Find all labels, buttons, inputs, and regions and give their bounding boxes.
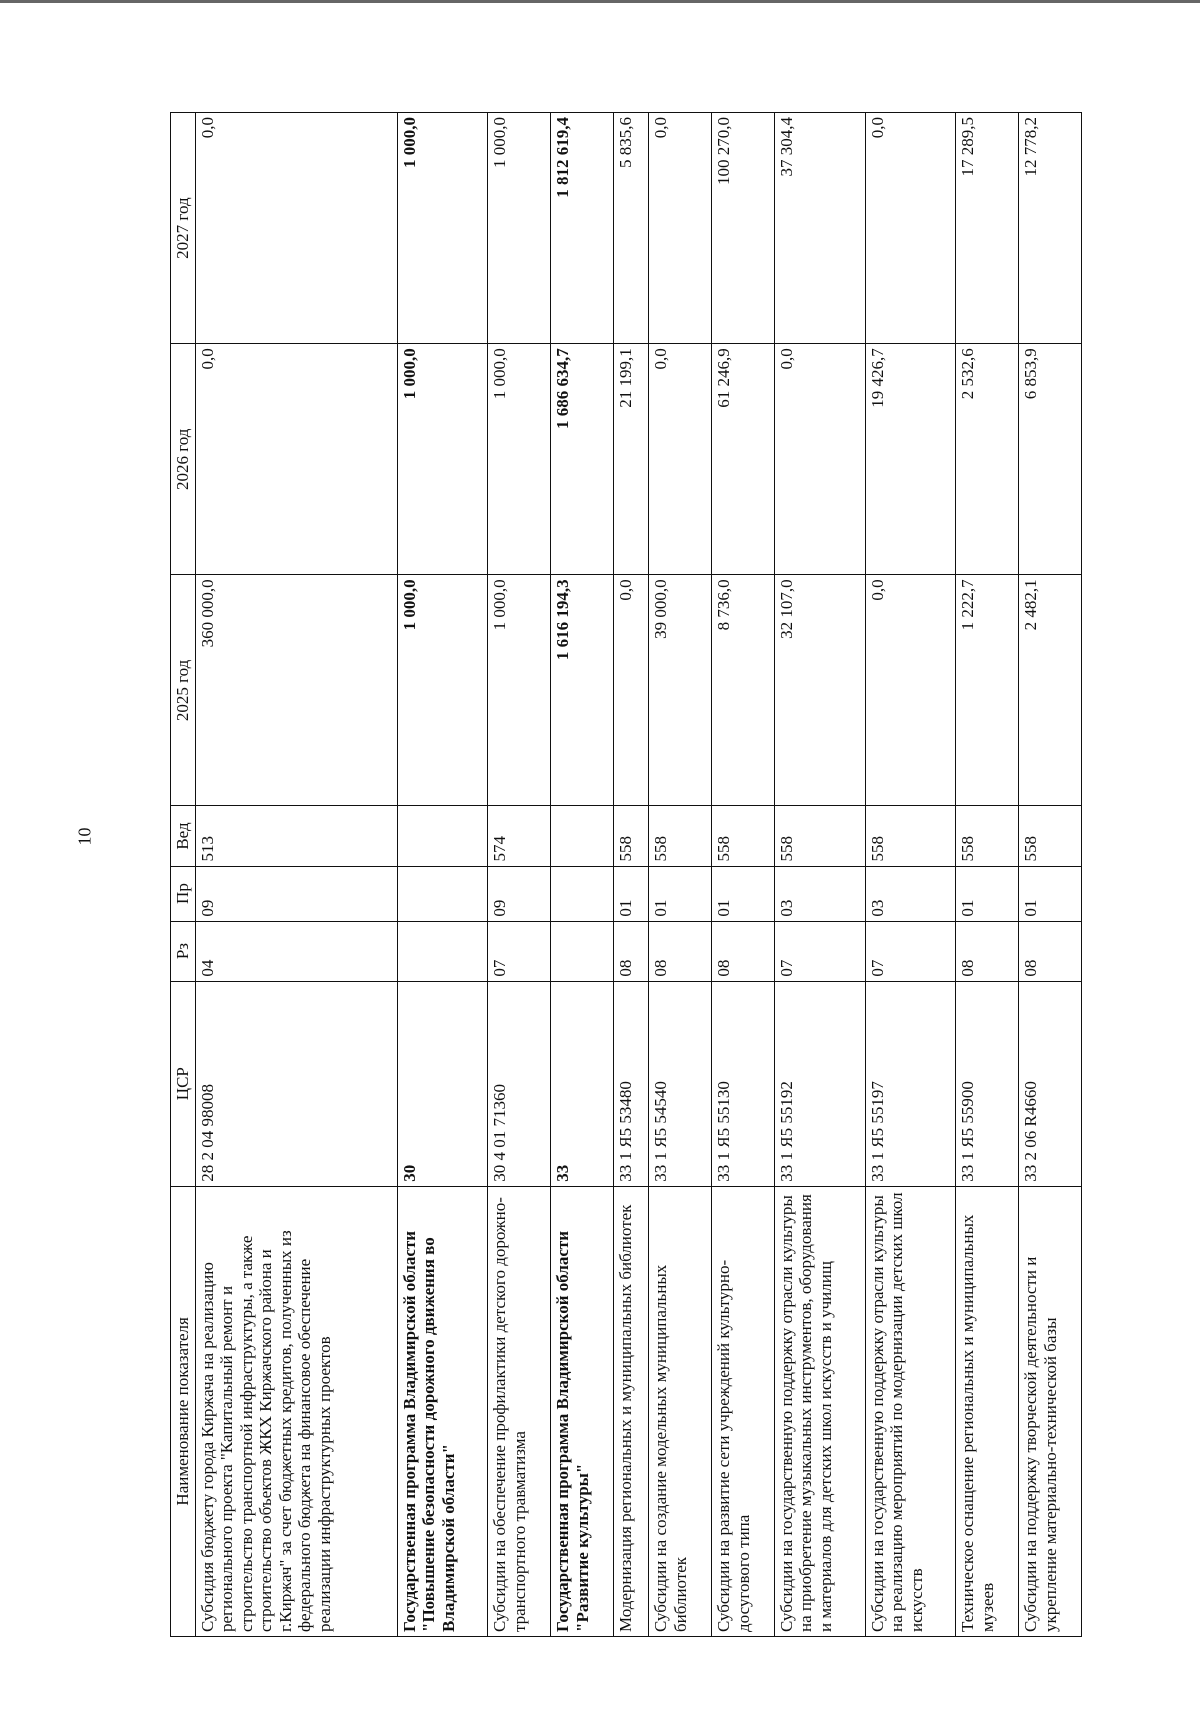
table-row — [865, 113, 956, 1637]
table-row — [774, 113, 865, 1637]
row-pr: 01 — [1019, 866, 1082, 921]
row-pr: 01 — [711, 866, 774, 921]
row-value-2025: 39 000,0 — [649, 575, 712, 806]
row-rz: 08 — [649, 921, 712, 981]
table-row — [195, 113, 397, 1637]
row-value-2026: 21 199,1 — [614, 344, 649, 575]
table-row — [488, 113, 551, 1637]
row-name: Субсидии на развитие сети учреждений культурно-досугового типа — [711, 1186, 774, 1636]
row-csr: 33 1 Я5 53480 — [614, 981, 649, 1186]
table-row — [551, 113, 614, 1637]
page-number: 10 — [74, 827, 95, 846]
row-value-2025: 0,0 — [614, 575, 649, 806]
row-name: Государственная программа Владимирской области "Развитие культуры" — [551, 1186, 614, 1636]
row-pr: 09 — [488, 866, 551, 921]
row-ved: 558 — [614, 806, 649, 866]
row-csr: 30 4 01 71360 — [488, 981, 551, 1186]
row-csr: 28 2 04 98008 — [195, 981, 397, 1186]
row-value-2025: 2 482,1 — [1019, 575, 1082, 806]
row-value-2027: 0,0 — [195, 113, 397, 344]
row-rz — [551, 921, 614, 981]
header-ved: Вед — [171, 806, 196, 866]
row-rz: 08 — [711, 921, 774, 981]
row-value-2027: 37 304,4 — [774, 113, 865, 344]
header-name: Наименование показателя — [171, 1186, 196, 1636]
row-ved: 558 — [1019, 806, 1082, 866]
row-ved: 558 — [956, 806, 1019, 866]
table-row — [956, 113, 1019, 1637]
row-value-2027: 1 000,0 — [397, 113, 488, 344]
row-ved: 558 — [649, 806, 712, 866]
row-rz: 07 — [774, 921, 865, 981]
row-value-2026: 19 426,7 — [865, 344, 956, 575]
header-pr: Пр — [171, 866, 196, 921]
row-value-2025: 0,0 — [865, 575, 956, 806]
row-value-2025: 1 000,0 — [397, 575, 488, 806]
row-csr: 33 1 Я5 55192 — [774, 981, 865, 1186]
row-value-2026: 0,0 — [195, 344, 397, 575]
row-name: Государственная программа Владимирской области "Повышение безопасности дорожного движения во Владимирской области" — [397, 1186, 488, 1636]
row-name: Субсидии на обеспечение профилактики детского дорожно-транспортного травматизма — [488, 1186, 551, 1636]
row-pr: 03 — [774, 866, 865, 921]
row-value-2027: 1 812 619,4 — [551, 113, 614, 344]
row-ved — [551, 806, 614, 866]
header-rz: Рз — [171, 921, 196, 981]
row-value-2026: 1 000,0 — [397, 344, 488, 575]
row-value-2025: 360 000,0 — [195, 575, 397, 806]
row-csr: 33 1 Я5 55130 — [711, 981, 774, 1186]
row-value-2026: 61 246,9 — [711, 344, 774, 575]
row-name: Субсидия бюджету города Киржача на реализацию регионального проекта "Капитальный ремонт и строительство транспортной инфраструктуры, а также строительство объектов ЖКХ Киржачского района и г.Киржач" за счет бюджетных кредитов, полученных из федерального бюджета на финансовое обеспечение реализации инфраструктурных проектов — [195, 1186, 397, 1636]
row-pr: 01 — [614, 866, 649, 921]
row-value-2027: 100 270,0 — [711, 113, 774, 344]
row-value-2027: 0,0 — [649, 113, 712, 344]
rotated-table-area — [170, 112, 1082, 1637]
row-pr: 03 — [865, 866, 956, 921]
row-rz: 08 — [956, 921, 1019, 981]
row-name: Субсидии на государственную поддержку отрасли культуры на приобретение музыкальных инструментов, оборудования и материалов для детских школ искусств и училищ — [774, 1186, 865, 1636]
row-value-2027: 17 289,5 — [956, 113, 1019, 344]
row-name: Модернизация региональных и муниципальных библиотек — [614, 1186, 649, 1636]
row-rz: 08 — [1019, 921, 1082, 981]
row-name: Субсидии на государственную поддержку отрасли культуры на реализацию мероприятий по модернизации детских школ искусств — [865, 1186, 956, 1636]
row-pr: 09 — [195, 866, 397, 921]
row-rz: 07 — [488, 921, 551, 981]
row-value-2027: 12 778,2 — [1019, 113, 1082, 344]
row-ved — [397, 806, 488, 866]
row-csr: 33 1 Я5 54540 — [649, 981, 712, 1186]
row-value-2027: 1 000,0 — [488, 113, 551, 344]
row-ved: 513 — [195, 806, 397, 866]
row-value-2025: 1 616 194,3 — [551, 575, 614, 806]
row-pr — [397, 866, 488, 921]
row-pr: 01 — [956, 866, 1019, 921]
row-value-2026: 1 000,0 — [488, 344, 551, 575]
row-value-2026: 2 532,6 — [956, 344, 1019, 575]
row-csr: 33 — [551, 981, 614, 1186]
header-2027: 2027 год — [171, 113, 196, 344]
table-rotator — [170, 112, 1082, 1637]
budget-table — [170, 112, 1082, 1637]
row-pr: 01 — [649, 866, 712, 921]
header-2026: 2026 год — [171, 344, 196, 575]
row-pr — [551, 866, 614, 921]
row-value-2025: 8 736,0 — [711, 575, 774, 806]
table-row — [614, 113, 649, 1637]
row-csr: 30 — [397, 981, 488, 1186]
table-row — [649, 113, 712, 1637]
table-row — [711, 113, 774, 1637]
row-value-2026: 0,0 — [649, 344, 712, 575]
header-2025: 2025 год — [171, 575, 196, 806]
row-value-2027: 5 835,6 — [614, 113, 649, 344]
row-rz: 04 — [195, 921, 397, 981]
row-value-2027: 0,0 — [865, 113, 956, 344]
row-csr: 33 1 Я5 55197 — [865, 981, 956, 1186]
row-ved: 558 — [711, 806, 774, 866]
scan-edge-line — [0, 0, 1200, 3]
row-rz: 07 — [865, 921, 956, 981]
row-ved: 574 — [488, 806, 551, 866]
row-name: Субсидии на поддержку творческой деятельности и укрепление материально-технической базы — [1019, 1186, 1082, 1636]
row-value-2026: 0,0 — [774, 344, 865, 575]
row-rz: 08 — [614, 921, 649, 981]
header-csr: ЦСР — [171, 981, 196, 1186]
row-value-2025: 1 222,7 — [956, 575, 1019, 806]
row-value-2025: 1 000,0 — [488, 575, 551, 806]
row-ved: 558 — [774, 806, 865, 866]
row-value-2025: 32 107,0 — [774, 575, 865, 806]
row-csr: 33 2 06 R4660 — [1019, 981, 1082, 1186]
table-row — [397, 113, 488, 1637]
row-csr: 33 1 Я5 55900 — [956, 981, 1019, 1186]
table-row — [1019, 113, 1082, 1637]
row-value-2026: 6 853,9 — [1019, 344, 1082, 575]
row-name: Техническое оснащение региональных и муниципальных музеев — [956, 1186, 1019, 1636]
row-rz — [397, 921, 488, 981]
row-ved: 558 — [865, 806, 956, 866]
table-header-row — [171, 113, 196, 1637]
row-value-2026: 1 686 634,7 — [551, 344, 614, 575]
row-name: Субсидии на создание модельных муниципальных библиотек — [649, 1186, 712, 1636]
